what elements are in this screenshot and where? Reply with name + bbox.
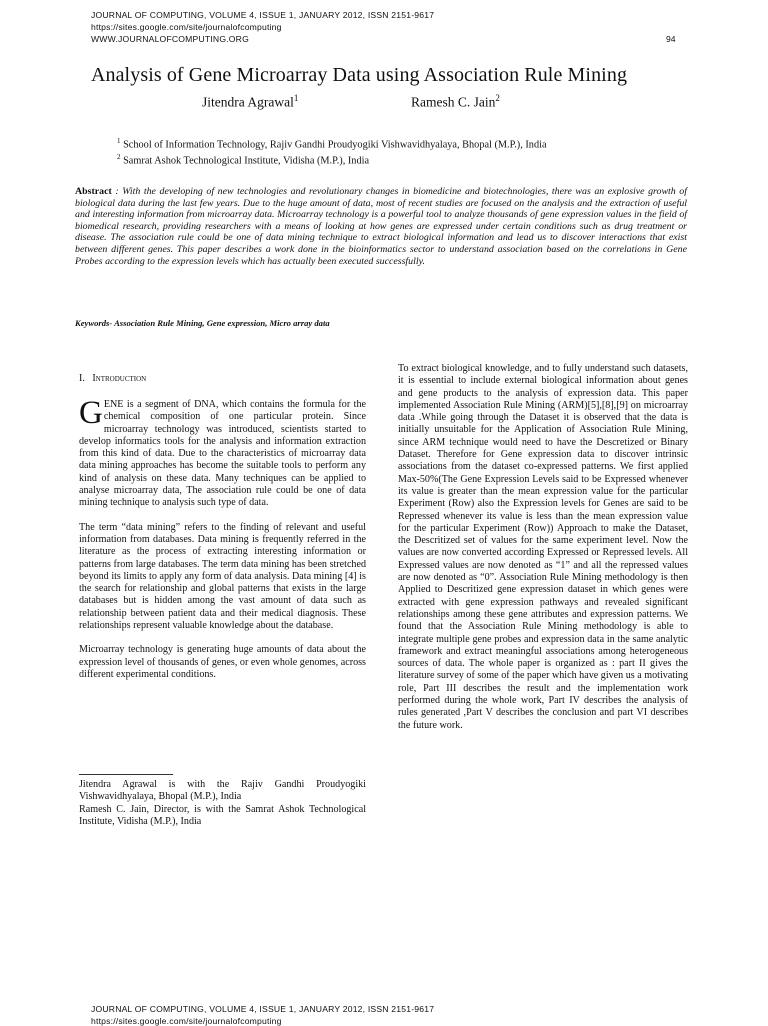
paper-title: Analysis of Gene Microarray Data using Association Rule Mining	[90, 64, 628, 86]
affiliation-text: Samrat Ashok Technological Institute, Vidisha (M.P.), India	[123, 155, 370, 167]
affiliation-sup: 1	[117, 137, 121, 145]
affiliation-text: School of Information Technology, Rajiv Gandhi Proudyogiki Vishwavidhyalaya, Bhopal (M.P.), India	[123, 139, 547, 151]
affiliation-1	[117, 137, 547, 150]
affiliation-2	[117, 153, 369, 166]
intro-paragraph-1	[79, 395, 366, 510]
journal-url[interactable]: https://sites.google.com/site/journalofcomputing	[91, 22, 282, 32]
intro-paragraph-1-text: ENE is a segment of DNA, which contains the formula for the chemical composition of one particular protein. Since microarray technology was introduced, scientists started to develop informatics tools for the analysis and information extraction from this kind of data. Due to the characteristics of microarray data data mining approaches has become the suitable tools to perform any kind of analysis on these data. Many techniques can be applied to analyse microarray data, The association rule could be one of data mining technique to analysis such type of data.	[79, 399, 366, 509]
footer-url[interactable]: https://sites.google.com/site/journalofcomputing	[91, 1016, 282, 1026]
intro-paragraph-3: Microarray technology is generating huge amounts of data about the expression level of thousands of genes, or even whole genomes, across different experimental conditions.	[79, 644, 366, 680]
drop-cap: G	[79, 395, 103, 431]
keywords: Keywords- Association Rule Mining, Gene expression, Micro array data	[75, 318, 330, 328]
right-column	[398, 363, 688, 744]
author-1	[202, 93, 298, 111]
footnote-1: Jitendra Agrawal is with the Rajiv Gandhi Proudyogiki Vishwavidhyalaya, Bhopal (M.P.), India	[79, 779, 366, 803]
author-name: Jitendra Agrawal	[202, 94, 294, 110]
section-number: I.	[79, 373, 85, 384]
page-number: 94	[666, 34, 676, 44]
intro-paragraph-2: The term “data mining” refers to the finding of relevant and useful information from databases. Data mining is frequently referred in the literature as the process of extracting interesting information or patterns from large databases. The term data mining has been stretched beyond its limits to apply any form of data analysis. Data mining [4] is the search for relationship and global patterns that exists in the large databases but is hidden among the vast amount of data such as relationship between patient data and their medical diagnosis. These relationships represent valuable knowledge about the database.	[79, 521, 366, 632]
abstract-separator: :	[111, 186, 123, 197]
section-heading	[79, 373, 146, 384]
journal-header: JOURNAL OF COMPUTING, VOLUME 4, ISSUE 1, JANUARY 2012, ISSN 2151-9617	[91, 10, 435, 20]
author-2	[411, 93, 500, 111]
right-paragraph-1: To extract biological knowledge, and to fully understand such datasets, it is essential to include external biological information about genes and gene products to the analysis of expression data. This paper implemented Association Rule Mining (ARM)[5],[8],[9] on microarray data .While going through the Dataset it is observed that the data is initially unsuitable for the Application of Association Rule Mining, since ARM technique would need to have the Descretized or Binary Dataset. Therefore for Gene expression data to discover intrinsic associations from the dataset co-expressed patterns. We first applied Max-50%(The Gene Expression Levels said to be Expressed whenever its value is greater than the mean expression value for the particular Experiment (Row) also the Expression levels for Genes are said to be Repressed whenever its value is less than the mean expression value for the particular Experiment (Row)) Approach to make the Dataset, the Descritized set of values for the same experiment level. Now the values are now converted according Expressed or Repressed levels. All Expressed values are now denoted as “1” and all the repressed values are now denoted as “0”. Association Rule Mining methodology is then Applied to Descritized gene expression dataset in which genes were extracted with gene expression pathways and revealed significant relationships among these gene attributes and expression patterns. We found that the Association Rule Mining methodology is able to integrate multiple gene probes and expression data in the same analytic framework and extract meaningful associations among heterogeneous sources of data. The whole paper is organized as : part II gives the literature survey of some of the paper which have given us a motivating role, Part III describes the result and the implementation work performed during the whole work, Part IV describes the analysis of rules generated ,Part V describes the conclusion and part VI describes the future work.	[398, 363, 688, 731]
footnotes	[79, 779, 366, 828]
footnote-divider	[79, 774, 173, 775]
footer-journal: JOURNAL OF COMPUTING, VOLUME 4, ISSUE 1, JANUARY 2012, ISSN 2151-9617	[91, 1004, 435, 1014]
journal-website[interactable]: WWW.JOURNALOFCOMPUTING.ORG	[91, 34, 249, 44]
abstract-label: Abstract	[75, 186, 112, 197]
author-sup: 2	[495, 93, 500, 103]
section-title: Introduction	[92, 373, 147, 384]
author-name: Ramesh C. Jain	[411, 94, 496, 110]
left-column	[79, 395, 366, 693]
abstract-text: With the developing of new technologies and revolutionary changes in biomedicine and biotechnologies, there was an explosive growth of biological data during the last few years. Due to the huge amount of data, most of recent studies are focused on the analysis and the extraction of useful and interesting information from microarray data. Microarray technology is a powerful tool to analyze thousands of gene expression values in the field of biomedical research, providing researchers with a means of looking at how genes are expressed under certain conditions such as drug treatment or disease. The association rule could be one of data mining technique to extract biological information and lead us to discover interactions that exist between different genes. This paper describes a work done in the bioinformatics sector to understand association based on the correlations in Gene Probes according to the expression levels which has actually been executed successfully.	[75, 186, 687, 267]
affiliation-sup: 2	[117, 153, 121, 161]
abstract	[75, 186, 687, 267]
footnote-2: Ramesh C. Jain, Director, is with the Samrat Ashok Technological Institute, Vidisha (M.P.), India	[79, 803, 366, 827]
author-sup: 1	[293, 93, 299, 103]
